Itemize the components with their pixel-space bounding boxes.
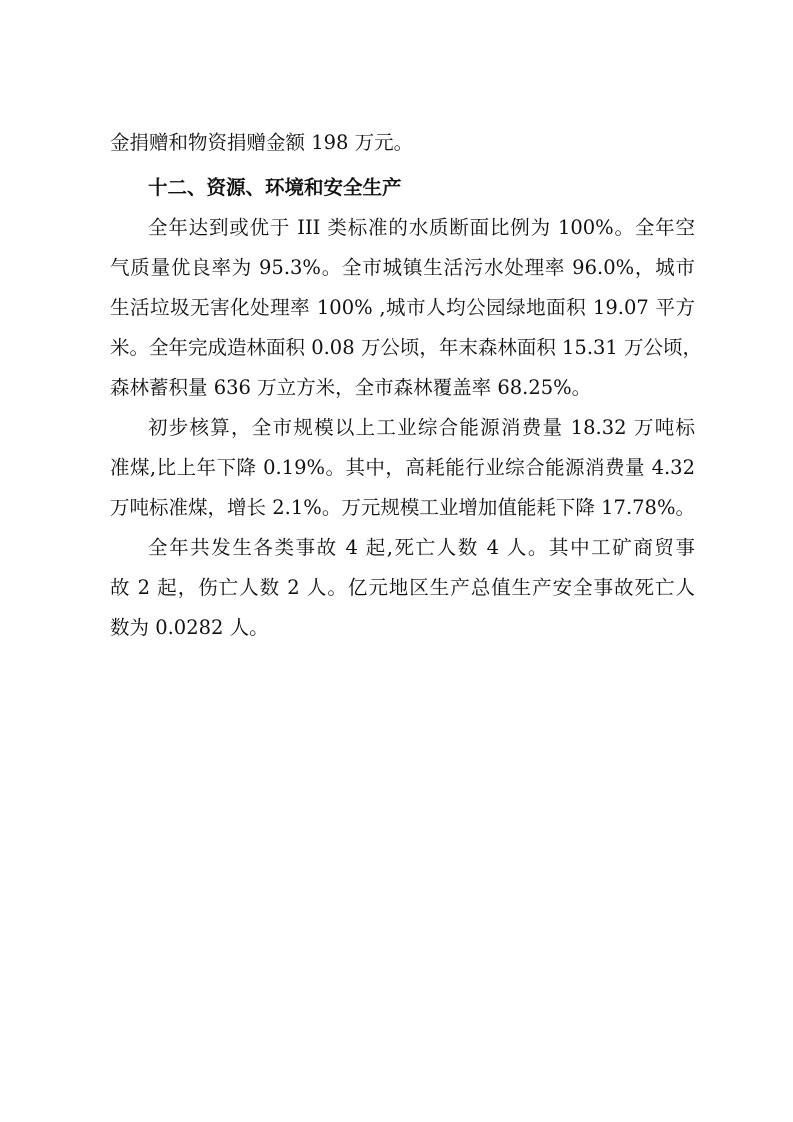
paragraph-safety-line: 故 2 起，伤亡人数 2 人。亿元地区生产总值生产安全事故死亡人 — [110, 576, 695, 599]
paragraph-safety-line: 数为 0.0282 人。 — [110, 616, 269, 639]
paragraph-environment-line: 全年达到或优于 III 类标准的水质断面比例为 100%。全年空 — [148, 216, 695, 239]
paragraph-energy-line: 准煤,比上年下降 0.19%。其中，高耗能行业综合能源消费量 4.32 — [110, 456, 695, 479]
paragraph-energy-line: 初步核算，全市规模以上工业综合能源消费量 18.32 万吨标 — [148, 416, 695, 439]
paragraph-environment-line: 气质量优良率为 95.3%。全市城镇生活污水处理率 96.0%，城市 — [110, 256, 695, 279]
section-title: 十二、资源、环境和安全生产 — [148, 176, 402, 199]
paragraph-safety-line: 全年共发生各类事故 4 起,死亡人数 4 人。其中工矿商贸事 — [148, 536, 695, 559]
paragraph-environment-line: 米。全年完成造林面积 0.08 万公顷，年末森林面积 15.31 万公顷， — [110, 336, 703, 359]
paragraph-environment-line: 生活垃圾无害化处理率 100% ,城市人均公园绿地面积 19.07 平方 — [110, 296, 695, 319]
carry-over-text: 金捐赠和物资捐赠金额 198 万元。 — [110, 131, 414, 154]
paragraph-environment-line: 森林蓄积量 636 万立方米，全市森林覆盖率 68.25%。 — [110, 376, 592, 399]
paragraph-energy-line: 万吨标准煤，增长 2.1%。万元规模工业增加值能耗下降 17.78%。 — [110, 496, 695, 519]
